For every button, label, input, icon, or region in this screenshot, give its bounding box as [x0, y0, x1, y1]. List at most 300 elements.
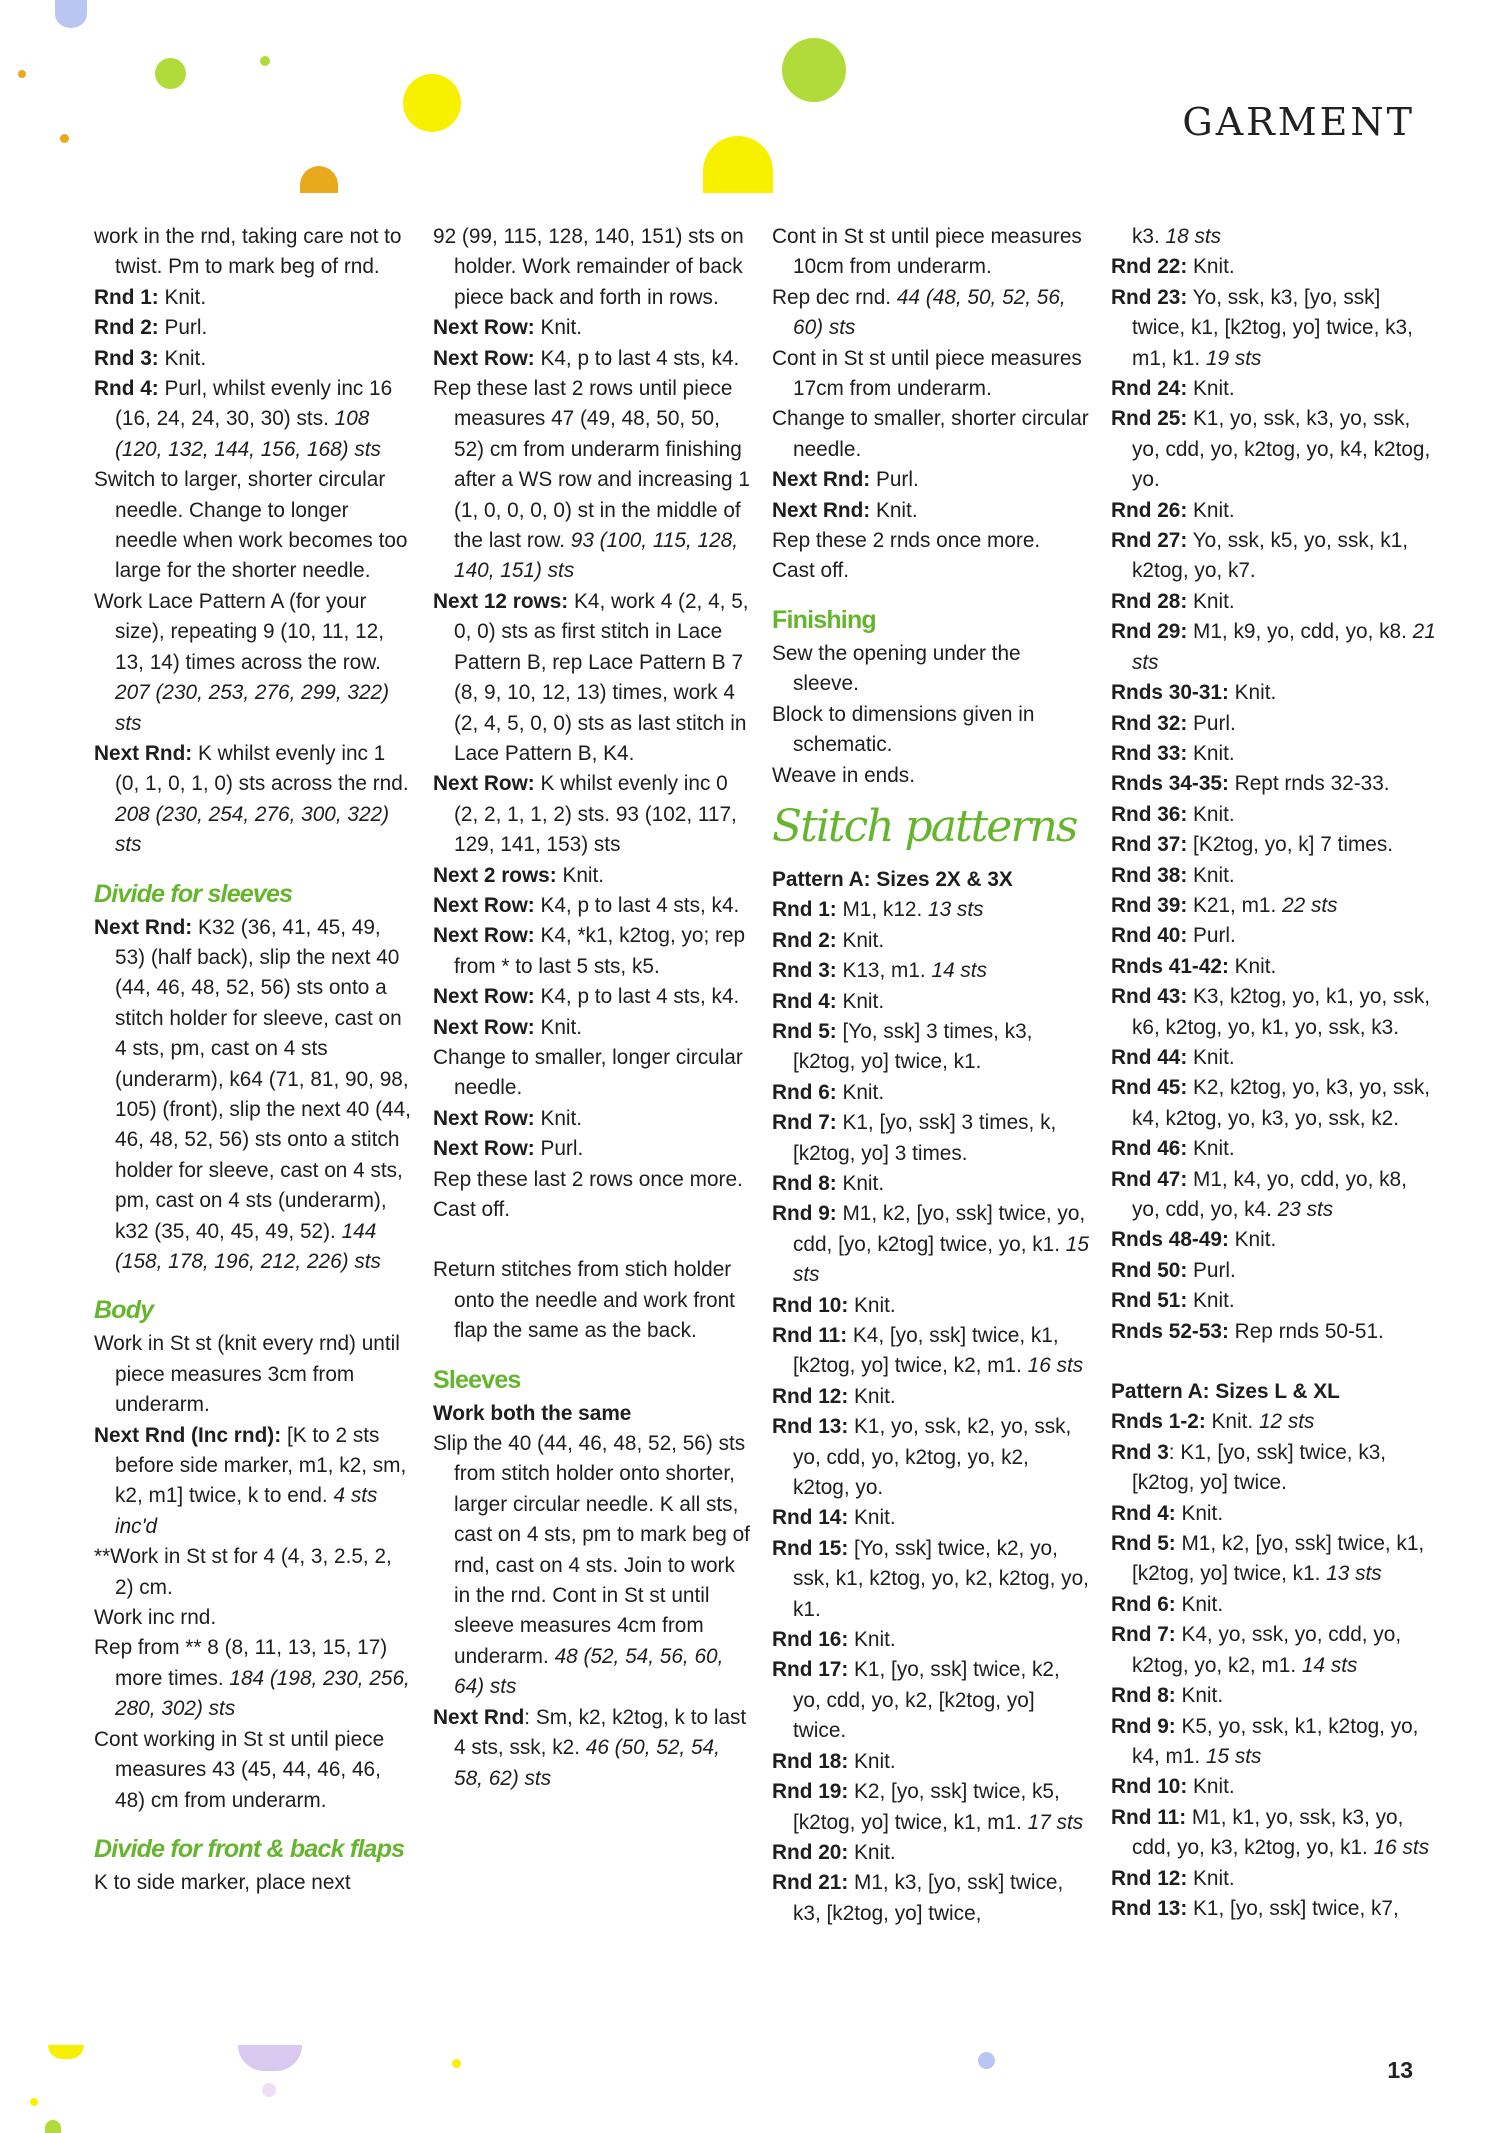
instruction-paragraph: [94, 1868, 412, 1898]
instruction-text: Knit.: [1187, 1289, 1235, 1313]
instruction-paragraph: [1111, 1712, 1437, 1773]
instruction-paragraph: [772, 956, 1090, 986]
decorative-dot: [978, 2052, 995, 2069]
section-heading: Finishing: [772, 605, 876, 634]
row-label: Next Row:: [433, 316, 535, 340]
row-label: Rnd 4:: [1111, 1501, 1176, 1525]
stitch-count: 19 sts: [1205, 346, 1262, 370]
instruction-text: Knit.: [1175, 1592, 1224, 1616]
instruction-text: Knit.: [1187, 1775, 1235, 1799]
instruction-paragraph: [1111, 861, 1437, 891]
instruction-paragraph: [433, 1134, 751, 1164]
row-label: Rnd 10:: [1111, 1775, 1188, 1799]
instruction-text: Knit.: [848, 1749, 896, 1773]
row-label: Rnd 29:: [1111, 620, 1188, 644]
instruction-paragraph: [772, 1382, 1090, 1412]
instruction-paragraph: [772, 1625, 1090, 1655]
decorative-dot: [403, 74, 461, 132]
stitch-count: 207 (230, 253, 276, 299, 322) sts: [115, 681, 390, 735]
row-label: Next Rnd:: [772, 498, 871, 522]
decorative-dot: [238, 2045, 302, 2071]
instruction-paragraph: [1111, 587, 1437, 617]
row-label: Rnds 52-53:: [1111, 1319, 1229, 1343]
instruction-paragraph: [772, 1777, 1090, 1838]
decorative-dot: [300, 166, 338, 193]
instruction-paragraph: [772, 344, 1090, 405]
row-label: Next Rnd:: [94, 741, 193, 765]
stitch-count: 16 sts: [1027, 1354, 1084, 1378]
row-label: Rnd 7:: [1111, 1623, 1176, 1647]
row-label: Rnds 34-35:: [1111, 772, 1229, 796]
row-label: Rnd 13:: [1111, 1896, 1188, 1920]
spacer: [1111, 1347, 1437, 1377]
decorative-dot: [45, 2120, 61, 2133]
instruction-paragraph: [433, 891, 751, 921]
instruction-paragraph: [433, 222, 751, 313]
instruction-paragraph: [1111, 1165, 1437, 1226]
text-column-4: [1111, 222, 1437, 1924]
instruction-paragraph: [772, 1503, 1090, 1533]
section-title: GARMENT: [1182, 100, 1415, 144]
instruction-paragraph: [1111, 1043, 1437, 1073]
instruction-paragraph: [433, 313, 751, 343]
instruction-text: Knit.: [848, 1506, 896, 1530]
instruction-paragraph: [1111, 1529, 1437, 1590]
instruction-paragraph: [1111, 1438, 1437, 1499]
instruction-paragraph: [772, 1078, 1090, 1108]
row-label: Rnd 22:: [1111, 255, 1188, 279]
instruction-paragraph: [772, 283, 1090, 344]
instruction-paragraph: [94, 344, 412, 374]
instruction-text: M1, k4, yo, cdd, yo, k8, yo, cdd, yo, k4.: [1132, 1167, 1407, 1221]
instruction-paragraph: [1111, 952, 1437, 982]
stitch-count: 17 sts: [1027, 1810, 1084, 1834]
instruction-paragraph: [433, 374, 751, 587]
decorative-dot: [18, 70, 26, 78]
instruction-paragraph: [1111, 982, 1437, 1043]
instruction-paragraph: [433, 1255, 751, 1346]
instruction-paragraph: [772, 1838, 1090, 1868]
row-label: Rnd 24:: [1111, 377, 1188, 401]
decorative-dot: [452, 2059, 461, 2068]
instruction-paragraph: [1111, 891, 1437, 921]
instruction-text: Rep from ** 8 (8, 11, 13, 15, 17) more times.: [94, 1636, 388, 1690]
stitch-count: 4 sts inc'd: [115, 1484, 378, 1538]
instruction-text: Knit.: [1187, 741, 1235, 765]
instruction-paragraph: [94, 913, 412, 1278]
instruction-paragraph: [94, 374, 412, 465]
instruction-paragraph: [1111, 800, 1437, 830]
row-label: Next 2 rows:: [433, 863, 557, 887]
instruction-text: work in the rnd, taking care not to twist. Pm to mark beg of rnd.: [94, 225, 402, 279]
decorative-dot: [703, 136, 773, 193]
instruction-paragraph: [433, 1043, 751, 1104]
instruction-text: Knit.: [1187, 1045, 1235, 1069]
instruction-text: Knit.: [1187, 589, 1235, 613]
instruction-paragraph: [772, 222, 1090, 283]
instruction-text: K32 (36, 41, 45, 49, 53) (half back), slip the next 40 (44, 46, 48, 52, 56) sts onto a stitch holder for sleeve, cast on 4 sts, pm, cast on 4 sts (underarm), k64 (71, 81, 90, 98, 105) (front), slip the next 40 (44, 46, 48, 52, 56) sts onto a stitch holder for sleeve, cast on 4 sts, pm, cast on 4 sts (underarm), k32 (35, 40, 45, 49, 52).: [115, 915, 411, 1243]
instruction-text: Rep these 2 rnds once more.: [772, 529, 1041, 553]
instruction-paragraph: [94, 1421, 412, 1543]
instruction-text: Knit.: [848, 1293, 896, 1317]
instruction-text: Purl, whilst evenly inc 16 (16, 24, 24, 30, 30) sts.: [115, 377, 393, 431]
instruction-paragraph: [772, 987, 1090, 1017]
instruction-text: [K2tog, yo, k] 7 times.: [1187, 833, 1394, 857]
instruction-text: M1, k1, yo, ssk, k3, yo, cdd, yo, k3, k2tog, yo, k1.: [1132, 1805, 1404, 1860]
row-label: Rnds 30-31:: [1111, 681, 1229, 705]
row-label: Rnd 44:: [1111, 1045, 1188, 1069]
stitch-count: 14 sts: [931, 959, 987, 983]
row-label: Rnd 2:: [772, 928, 837, 952]
instruction-text: M1, k2, [yo, ssk] twice, yo, cdd, [yo, k2tog] twice, yo, k1.: [793, 1202, 1086, 1256]
stitch-count: 23 sts: [1277, 1198, 1334, 1221]
instruction-text: Knit.: [836, 928, 885, 952]
instruction-paragraph: [1111, 1894, 1437, 1924]
instruction-text: Switch to larger, shorter circular needle. Change to longer needle when work becomes too large for the shorter needle.: [94, 468, 408, 583]
instruction-paragraph: [1111, 1864, 1437, 1894]
instruction-paragraph: [772, 700, 1090, 761]
row-label: Next Row:: [433, 1137, 535, 1161]
instruction-paragraph: [772, 1321, 1090, 1382]
stitch-count: 44 (48, 50, 52, 56, 60) sts: [793, 285, 1066, 340]
decorative-dot: [262, 2083, 276, 2097]
stitch-count: 16 sts: [1373, 1836, 1430, 1860]
stitch-count: 18 sts: [1165, 225, 1222, 248]
instruction-text: K1, [yo, ssk] twice, k2, yo, cdd, yo, k2, [k2tog, yo] twice.: [793, 1658, 1060, 1743]
text-column-1: [94, 222, 412, 1898]
instruction-text: [K to 2 sts before side marker, m1, k2, sm, k2, m1] twice, k to end.: [115, 1423, 407, 1508]
instruction-text: Knit.: [836, 1171, 885, 1195]
stitch-count: 22 sts: [1282, 893, 1338, 917]
row-label: Rnd 33:: [1111, 741, 1188, 765]
instruction-paragraph: [772, 1108, 1090, 1169]
row-label: Rnd 27:: [1111, 529, 1188, 553]
instruction-paragraph: [1111, 709, 1437, 739]
instruction-text: K to side marker, place next: [94, 1870, 351, 1894]
instruction-paragraph: [433, 1429, 751, 1703]
stitch-count: 48 (52, 54, 56, 60, 64) sts: [454, 1644, 724, 1699]
row-label: Rnd 4:: [94, 377, 159, 401]
instruction-paragraph: [1111, 739, 1437, 769]
decorative-dot: [55, 0, 87, 28]
instruction-text: Change to smaller, shorter circular needle.: [772, 407, 1089, 461]
row-label: Rnd 7:: [772, 1111, 837, 1135]
instruction-text: K4, work 4 (2, 4, 5, 0, 0) sts as first stitch in Lace Pattern B, rep Lace Pattern B 7 (8, 9, 10, 12, 13) times, work 4 (2, 4, 5, 0, 0) sts as last stitch in Lace Pattern B, K4.: [454, 589, 749, 765]
row-label: Next 12 rows:: [433, 589, 569, 613]
stitch-count: 15 sts: [793, 1232, 1089, 1287]
instruction-paragraph: [1111, 769, 1437, 799]
instruction-paragraph: [1111, 830, 1437, 860]
row-label: Rnd 40:: [1111, 924, 1188, 948]
instruction-text: Knit.: [1228, 681, 1277, 705]
decorative-dot: [782, 38, 846, 102]
instruction-text: Yo, ssk, k3, [yo, ssk] twice, k1, [k2tog, yo] twice, k3, m1, k1.: [1132, 285, 1413, 370]
instruction-text: Knit.: [1205, 1410, 1259, 1434]
subheading: Work both the same: [433, 1401, 632, 1425]
instruction-text: Knit.: [1187, 863, 1235, 887]
instruction-text: Knit.: [848, 1628, 896, 1652]
instruction-paragraph: [772, 1534, 1090, 1625]
row-label: Rnd 12:: [1111, 1866, 1188, 1890]
row-label: Rnd 8:: [1111, 1684, 1176, 1708]
row-label: Rnd 14:: [772, 1506, 849, 1530]
row-label: Rnd 3: [1111, 1440, 1169, 1464]
stitch-count: 208 (230, 254, 276, 300, 322) sts: [115, 802, 390, 857]
instruction-text: Rep these last 2 rows until piece measures 47 (49, 48, 50, 50, 52) cm from underarm finishing after a WS row and increasing 1 (1, 0, 0, 0, 0) st in the middle of the last row.: [433, 377, 750, 553]
instruction-paragraph: [772, 526, 1090, 556]
instruction-text: Sew the opening under the sleeve.: [772, 641, 1021, 696]
stitch-count: 14 sts: [1301, 1653, 1358, 1677]
row-label: Rnds 48-49:: [1111, 1228, 1229, 1252]
instruction-paragraph: [94, 1725, 412, 1816]
instruction-paragraph: [94, 587, 412, 739]
instruction-paragraph: [1111, 921, 1437, 951]
instruction-paragraph: [772, 1199, 1090, 1290]
instruction-text: K4, *k1, k2tog, yo; rep from * to last 5 sts, k5.: [454, 924, 746, 978]
instruction-paragraph: [94, 313, 412, 343]
row-label: Rnd 43:: [1111, 985, 1188, 1009]
row-label: Rnd 10:: [772, 1293, 849, 1317]
instruction-paragraph: [772, 1017, 1090, 1078]
instruction-paragraph: [772, 556, 1090, 586]
instruction-text: Purl.: [1187, 1258, 1236, 1282]
instruction-text: Purl.: [870, 468, 919, 492]
row-label: Rnd 36:: [1111, 802, 1188, 826]
instruction-paragraph: [772, 1868, 1090, 1929]
instruction-text: Rep dec rnd.: [772, 285, 897, 309]
row-label: Rnd 50:: [1111, 1258, 1188, 1282]
instruction-paragraph: [1111, 222, 1437, 252]
instruction-text: Knit.: [534, 1106, 583, 1130]
instruction-paragraph: [772, 926, 1090, 956]
instruction-text: Work Lace Pattern A (for your size), repeating 9 (10, 11, 12, 13, 14) times across the row.: [94, 589, 384, 674]
instruction-text: Rept rnds 32-33.: [1228, 772, 1390, 796]
instruction-paragraph: [1111, 496, 1437, 526]
section-heading: Body: [94, 1296, 154, 1325]
instruction-paragraph: [772, 1291, 1090, 1321]
row-label: Rnd 20:: [772, 1840, 849, 1864]
row-label: Next Rnd: [433, 1705, 525, 1729]
instruction-paragraph: [1111, 1073, 1437, 1134]
row-label: Rnd 45:: [1111, 1076, 1188, 1100]
row-label: Rnd 1:: [94, 285, 159, 309]
instruction-text: Cont in St st until piece measures 17cm from underarm.: [772, 346, 1082, 401]
stitch-count: 13 sts: [1326, 1562, 1382, 1586]
instruction-paragraph: [433, 982, 751, 1012]
instruction-text: K13, m1.: [836, 959, 932, 983]
row-label: Rnd 1:: [772, 898, 837, 922]
row-label: Rnds 1-2:: [1111, 1410, 1206, 1434]
instruction-paragraph: [1111, 1772, 1437, 1802]
stitch-count: 108 (120, 132, 144, 156, 168) sts: [115, 407, 381, 461]
text-column-3: [772, 222, 1090, 1929]
stitch-count: 184 (198, 230, 256, 280, 302) sts: [115, 1666, 410, 1721]
script-heading: Stitch patterns: [772, 800, 1077, 852]
instruction-text: Rep these last 2 rows once more.: [433, 1167, 743, 1191]
instruction-text: Knit.: [534, 316, 583, 340]
instruction-text: : K1, [yo, ssk] twice, k3, [k2tog, yo] twice.: [1132, 1440, 1387, 1495]
instruction-text: K whilst evenly inc 0 (2, 2, 1, 1, 2) sts. 93 (102, 117, 129, 141, 153) sts: [454, 772, 737, 857]
row-label: Next Row:: [433, 924, 535, 948]
row-label: Next Rnd:: [94, 915, 193, 939]
instruction-text: K3, k2tog, yo, k1, yo, ssk, k6, k2tog, yo, k1, yo, ssk, k3.: [1132, 985, 1431, 1039]
text-column-2: [433, 222, 751, 1794]
instruction-text: Purl.: [1187, 924, 1236, 948]
instruction-paragraph: [772, 465, 1090, 495]
row-label: Rnds 41-42:: [1111, 954, 1229, 978]
row-label: Rnd 3:: [772, 959, 837, 983]
instruction-text: Slip the 40 (44, 46, 48, 52, 56) sts from stitch holder onto shorter, larger circular needle. K all sts, cast on 4 sts, pm to mark beg of rnd, cast on 4 sts. Join to work in the rnd. Cont in St st until sleeve measures 4cm from underarm.: [433, 1432, 750, 1668]
row-label: Rnd 6:: [1111, 1592, 1176, 1616]
section-heading: Divide for front & back flaps: [94, 1834, 405, 1863]
instruction-text: Rep rnds 50-51.: [1228, 1319, 1384, 1343]
instruction-paragraph: [1111, 1590, 1437, 1620]
spacer: [433, 1225, 751, 1255]
instruction-paragraph: [94, 283, 412, 313]
instruction-paragraph: [1111, 252, 1437, 282]
instruction-text: K1, yo, ssk, k3, yo, ssk, yo, cdd, yo, k2tog, yo, k4, k2tog, yo.: [1132, 407, 1431, 492]
instruction-paragraph: [1111, 526, 1437, 587]
row-label: Rnd 37:: [1111, 833, 1188, 857]
instruction-paragraph: [1111, 1499, 1437, 1529]
stitch-count: 12 sts: [1258, 1410, 1315, 1434]
stitch-count: 144 (158, 178, 196, 212, 226) sts: [115, 1219, 381, 1273]
instruction-paragraph: [1111, 1407, 1437, 1437]
row-label: Rnd 21:: [772, 1871, 849, 1895]
section-heading: Divide for sleeves: [94, 879, 293, 908]
row-label: Rnd 23:: [1111, 285, 1188, 309]
row-label: Next Row:: [433, 1015, 535, 1039]
instruction-text: Knit.: [1187, 498, 1235, 522]
instruction-text: Knit.: [848, 1384, 896, 1408]
row-label: Rnd 51:: [1111, 1289, 1188, 1313]
row-label: Next Row:: [433, 1106, 535, 1130]
row-label: Rnd 8:: [772, 1171, 837, 1195]
instruction-paragraph: [1111, 374, 1437, 404]
instruction-paragraph: [1111, 1681, 1437, 1711]
instruction-text: Change to smaller, longer circular needle.: [433, 1045, 743, 1100]
instruction-paragraph: [94, 1542, 412, 1603]
row-label: Rnd 11:: [1111, 1805, 1187, 1829]
row-label: Rnd 39:: [1111, 893, 1188, 917]
instruction-paragraph: [772, 1747, 1090, 1777]
instruction-paragraph: [1111, 678, 1437, 708]
instruction-text: M1, k2, [yo, ssk] twice, k1, [k2tog, yo] twice, k1.: [1132, 1532, 1425, 1586]
instruction-text: Yo, ssk, k5, yo, ssk, k1, k2tog, yo, k7.: [1132, 529, 1409, 583]
row-label: Rnd 11:: [772, 1324, 848, 1347]
instruction-text: Purl.: [534, 1137, 584, 1161]
instruction-text: Knit.: [870, 498, 918, 522]
stitch-count: 15 sts: [1205, 1744, 1262, 1768]
instruction-text: Knit.: [1187, 1866, 1235, 1890]
page-number: 13: [1387, 2057, 1413, 2083]
row-label: Rnd 38:: [1111, 863, 1188, 887]
instruction-paragraph: [433, 1703, 751, 1794]
instruction-text: K2, [yo, ssk] twice, k5, [k2tog, yo] twice, k1, m1.: [793, 1780, 1060, 1834]
instruction-text: K4, p to last 4 sts, k4.: [534, 346, 740, 370]
instruction-paragraph: [433, 1104, 751, 1134]
instruction-paragraph: [772, 404, 1090, 465]
instruction-paragraph: [772, 639, 1090, 700]
instruction-text: K4, p to last 4 sts, k4.: [534, 893, 740, 917]
instruction-paragraph: [433, 769, 751, 860]
section-heading: Sleeves: [433, 1365, 521, 1394]
instruction-paragraph: [1111, 1134, 1437, 1164]
instruction-text: Knit.: [1187, 377, 1235, 401]
instruction-text: Knit.: [158, 285, 207, 309]
instruction-text: Knit.: [1228, 1228, 1277, 1252]
instruction-text: Purl.: [158, 316, 208, 340]
instruction-text: K21, m1.: [1187, 893, 1283, 917]
instruction-paragraph: [433, 1013, 751, 1043]
instruction-text: Work in St st (knit every rnd) until piece measures 3cm from underarm.: [94, 1332, 400, 1417]
stitch-count: 46 (50, 52, 54, 58, 62) sts: [454, 1736, 720, 1790]
instruction-text: Knit.: [1187, 255, 1235, 279]
instruction-paragraph: [433, 921, 751, 982]
instruction-text: Knit.: [1175, 1501, 1224, 1525]
instruction-text: K4, yo, ssk, yo, cdd, yo, k2tog, yo, k2, m1.: [1132, 1623, 1402, 1677]
instruction-paragraph: [772, 496, 1090, 526]
row-label: Rnd 28:: [1111, 589, 1188, 613]
instruction-text: Cont working in St st until piece measures 43 (45, 44, 46, 46, 48) cm from underarm.: [94, 1727, 385, 1812]
row-label: Rnd 9:: [772, 1202, 837, 1226]
instruction-text: Knit.: [1187, 802, 1235, 826]
instruction-text: M1, k3, [yo, ssk] twice, k3, [k2tog, yo] twice,: [793, 1871, 1064, 1925]
row-label: Rnd 19:: [772, 1780, 849, 1804]
instruction-text: Knit.: [1228, 954, 1277, 978]
row-label: Rnd 47:: [1111, 1167, 1188, 1191]
instruction-paragraph: [1111, 1225, 1437, 1255]
instruction-text: Block to dimensions given in schematic.: [772, 702, 1035, 757]
row-label: Rnd 26:: [1111, 498, 1188, 522]
instruction-text: **Work in St st for 4 (4, 3, 2.5, 2, 2) cm.: [94, 1545, 392, 1599]
decorative-dot: [30, 2098, 38, 2106]
instruction-text: K2, k2tog, yo, k3, yo, ssk, k4, k2tog, yo, k3, yo, ssk, k2.: [1132, 1076, 1431, 1130]
row-label: Rnd 4:: [772, 989, 837, 1013]
instruction-paragraph: [1111, 404, 1437, 495]
row-label: Rnd 15:: [772, 1536, 849, 1560]
row-label: Rnd 5:: [1111, 1532, 1176, 1556]
row-label: Rnd 17:: [772, 1658, 849, 1682]
instruction-text: [Yo, ssk] 3 times, k3, [k2tog, yo] twice, k1.: [793, 1019, 1033, 1074]
instruction-text: Knit.: [848, 1840, 896, 1864]
row-label: Next Row:: [433, 346, 535, 370]
instruction-paragraph: [1111, 1286, 1437, 1316]
row-label: Rnd 16:: [772, 1628, 849, 1652]
row-label: Next Row:: [433, 985, 535, 1009]
instruction-paragraph: [772, 1655, 1090, 1746]
instruction-text: Work inc rnd.: [94, 1606, 217, 1630]
instruction-text: Cont in St st until piece measures 10cm from underarm.: [772, 225, 1082, 279]
row-label: Next Rnd (Inc rnd):: [94, 1423, 282, 1447]
instruction-paragraph: [1111, 617, 1437, 678]
instruction-paragraph: [772, 1412, 1090, 1503]
row-label: Rnd 3:: [94, 346, 159, 370]
stitch-count: 13 sts: [928, 898, 984, 922]
instruction-text: [Yo, ssk] twice, k2, yo, ssk, k1, k2tog, yo, k2, k2tog, yo, k1.: [793, 1536, 1089, 1621]
instruction-paragraph: [772, 1169, 1090, 1199]
instruction-text: k3.: [1132, 225, 1166, 248]
instruction-text: Knit.: [158, 346, 207, 370]
decorative-dot: [48, 2045, 84, 2059]
row-label: Rnd 2:: [94, 316, 159, 340]
row-label: Rnd 6:: [772, 1080, 837, 1104]
instruction-paragraph: [94, 222, 412, 283]
instruction-paragraph: [94, 465, 412, 587]
instruction-text: K4, [yo, ssk] twice, k1, [k2tog, yo] twice, k2, m1.: [793, 1324, 1059, 1378]
instruction-paragraph: [433, 587, 751, 769]
instruction-text: Cast off.: [772, 559, 850, 583]
